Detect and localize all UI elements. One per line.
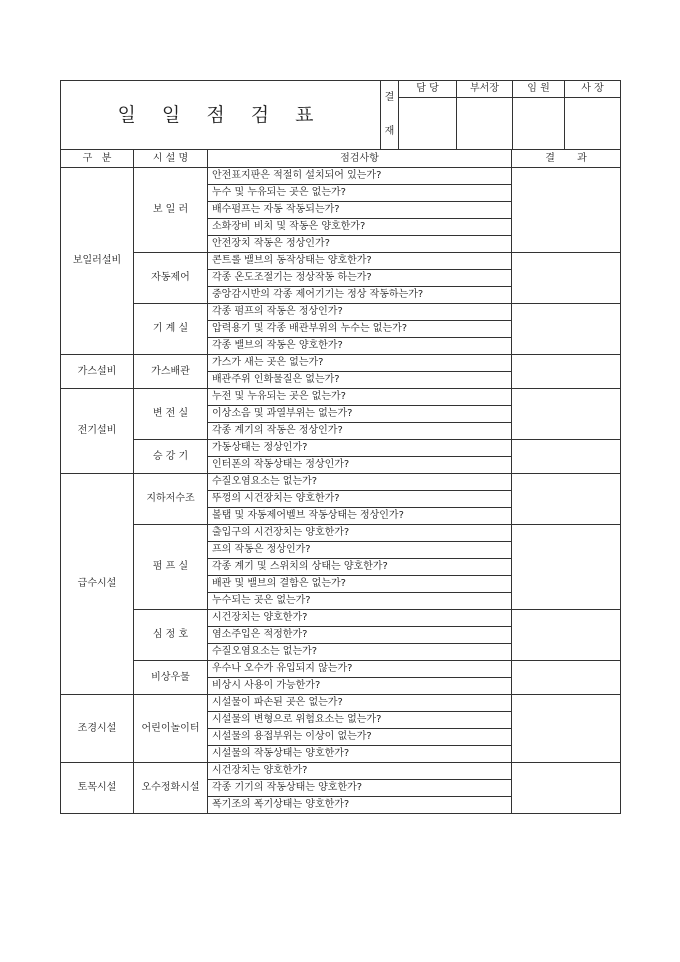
check-item: 시건장치는 양호한가? — [208, 763, 512, 780]
checklist-row — [61, 253, 621, 270]
col-header-category: 구 분 — [61, 150, 134, 168]
result-cell[interactable] — [512, 355, 621, 389]
checklist-row — [61, 355, 621, 372]
checklist-row — [61, 168, 621, 185]
approval-role-executive: 임 원 — [513, 81, 565, 98]
check-item: 콘트롤 밸브의 동작상태는 양호한가? — [208, 253, 512, 270]
check-item: 수질오염요소는 없는가? — [208, 474, 512, 491]
category-cell: 토목시설 — [61, 763, 134, 814]
check-item: 배관 및 밸브의 결함은 없는가? — [208, 576, 512, 593]
check-item: 각종 계기의 작동은 정상인가? — [208, 423, 512, 440]
result-cell[interactable] — [512, 610, 621, 661]
check-item: 배관주위 인화물질은 없는가? — [208, 372, 512, 389]
approval-role-staff: 담 당 — [399, 81, 457, 98]
facility-cell: 기 계 실 — [134, 304, 208, 355]
check-item: 가스가 새는 곳은 없는가? — [208, 355, 512, 372]
checklist-row — [61, 763, 621, 780]
check-item: 수질오염요소는 없는가? — [208, 644, 512, 661]
check-item: 각종 밸브의 작동은 양호한가? — [208, 338, 512, 355]
facility-cell: 승 강 기 — [134, 440, 208, 474]
check-item: 각종 펌프의 작동은 정상인가? — [208, 304, 512, 321]
result-cell[interactable] — [512, 763, 621, 814]
category-cell: 급수시설 — [61, 474, 134, 695]
check-item: 각종 기기의 작동상태는 양호한가? — [208, 780, 512, 797]
result-cell[interactable] — [512, 168, 621, 253]
col-header-checklist: 점검사항 — [208, 150, 512, 168]
sign-box-president[interactable] — [565, 98, 621, 150]
check-item: 누전 및 누유되는 곳은 없는가? — [208, 389, 512, 406]
result-cell[interactable] — [512, 474, 621, 525]
approval-label-bottom: 재 — [384, 126, 395, 137]
approval-label-top: 결 — [384, 92, 395, 103]
checklist-row — [61, 661, 621, 678]
category-cell: 가스설비 — [61, 355, 134, 389]
form-title: 일 일 점 검 표 — [61, 81, 381, 150]
check-item: 소화장비 비치 및 작동은 양호한가? — [208, 219, 512, 236]
check-item: 뚜껑의 시건장치는 양호한가? — [208, 491, 512, 508]
checklist-row — [61, 474, 621, 491]
facility-cell: 자동제어 — [134, 253, 208, 304]
facility-cell: 지하저수조 — [134, 474, 208, 525]
check-item: 폭기조의 폭기상태는 양호한가? — [208, 797, 512, 814]
col-header-facility: 시 설 명 — [134, 150, 208, 168]
checklist-row — [61, 440, 621, 457]
check-item: 중앙감시반의 각종 제어기기는 정상 작동하는가? — [208, 287, 512, 304]
checklist-row — [61, 389, 621, 406]
check-item: 염소주입은 적정한가? — [208, 627, 512, 644]
checklist-row — [61, 610, 621, 627]
result-cell[interactable] — [512, 304, 621, 355]
check-item: 프의 작동은 정상인가? — [208, 542, 512, 559]
result-cell[interactable] — [512, 525, 621, 610]
check-item: 이상소음 및 과열부위는 없는가? — [208, 406, 512, 423]
sign-box-executive[interactable] — [513, 98, 565, 150]
result-cell[interactable] — [512, 389, 621, 440]
check-item: 시건장치는 양호한가? — [208, 610, 512, 627]
check-item: 우수나 오수가 유입되지 않는가? — [208, 661, 512, 678]
facility-cell: 어린이놀이터 — [134, 695, 208, 763]
check-item: 가동상태는 정상인가? — [208, 440, 512, 457]
checklist-row — [61, 304, 621, 321]
approval-role-dept-head: 부서장 — [457, 81, 513, 98]
check-item: 비상시 사용이 가능한가? — [208, 678, 512, 695]
check-item: 인터폰의 작동상태는 정상인가? — [208, 457, 512, 474]
check-item: 누수 및 누유되는 곳은 없는가? — [208, 185, 512, 202]
check-item: 시설물의 변형으로 위험요소는 없는가? — [208, 712, 512, 729]
result-cell[interactable] — [512, 440, 621, 474]
facility-cell: 비상우물 — [134, 661, 208, 695]
check-item: 볼탭 및 자동제어벨브 작동상태는 정상인가? — [208, 508, 512, 525]
check-item: 각종 계기 및 스위치의 상태는 양호한가? — [208, 559, 512, 576]
checklist-row — [61, 525, 621, 542]
check-item: 시설물의 용접부위는 이상이 없는가? — [208, 729, 512, 746]
inspection-sheet — [60, 80, 620, 814]
approval-role-president: 사 장 — [565, 81, 621, 98]
check-item: 시설물이 파손된 곳은 없는가? — [208, 695, 512, 712]
check-item: 각종 온도조절기는 정상작동 하는가? — [208, 270, 512, 287]
checklist-row — [61, 695, 621, 712]
check-item: 배수펌프는 자동 작동되는가? — [208, 202, 512, 219]
checklist-table — [60, 149, 621, 814]
result-cell[interactable] — [512, 661, 621, 695]
facility-cell: 보 일 러 — [134, 168, 208, 253]
sign-box-staff[interactable] — [399, 98, 457, 150]
facility-cell: 가스배관 — [134, 355, 208, 389]
check-item: 누수되는 곳은 없는가? — [208, 593, 512, 610]
header-table — [60, 80, 621, 150]
approval-label — [381, 81, 399, 150]
category-cell: 전기설비 — [61, 389, 134, 474]
check-item: 안전표지판은 적절히 설치되어 있는가? — [208, 168, 512, 185]
facility-cell: 오수정화시설 — [134, 763, 208, 814]
check-item: 안전장치 작동은 정상인가? — [208, 236, 512, 253]
col-header-result: 결 과 — [512, 150, 621, 168]
result-cell[interactable] — [512, 695, 621, 763]
facility-cell: 변 전 실 — [134, 389, 208, 440]
check-item: 시설물의 작동상태는 양호한가? — [208, 746, 512, 763]
check-item: 출입구의 시건장치는 양호한가? — [208, 525, 512, 542]
category-cell: 조경시설 — [61, 695, 134, 763]
result-cell[interactable] — [512, 253, 621, 304]
facility-cell: 심 정 호 — [134, 610, 208, 661]
sign-box-dept-head[interactable] — [457, 98, 513, 150]
facility-cell: 펌 프 실 — [134, 525, 208, 610]
category-cell: 보일러설비 — [61, 168, 134, 355]
check-item: 압력용기 및 각종 배관부위의 누수는 없는가? — [208, 321, 512, 338]
